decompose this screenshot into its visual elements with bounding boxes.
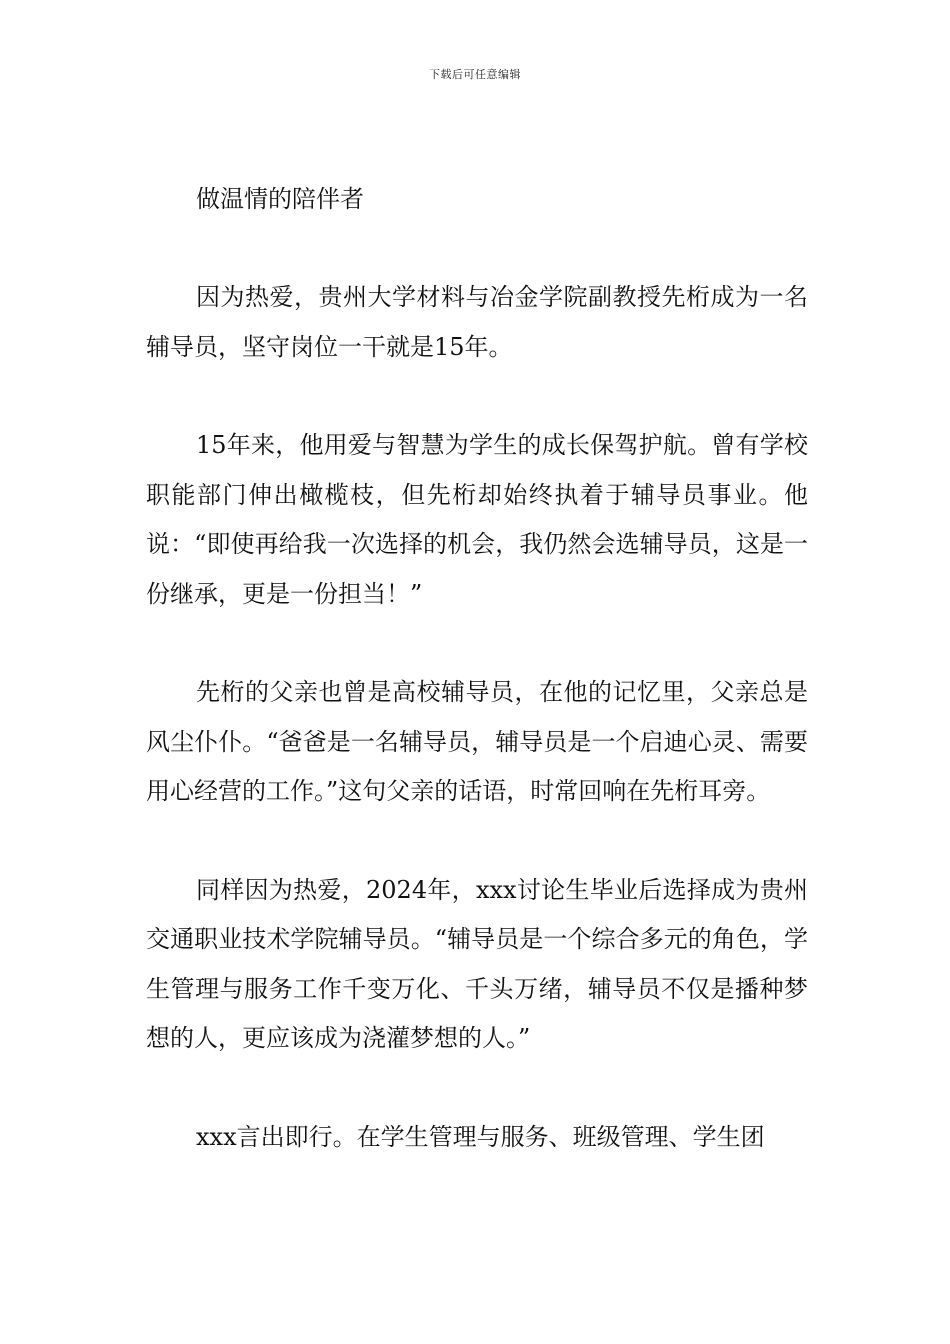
paragraph-1: 因为热爱，贵州大学材料与冶金学院副教授先桁成为一名辅导员，坚守岗位一干就是15年。 xyxy=(146,283,808,361)
paragraph-4: 同样因为热爱，2024年，xxx讨论生毕业后选择成为贵州交通职业技术学院辅导员。“辅导员是一个综合多元的角色，学生管理与服务工作千变万化、千头万绪，辅导员不仅是播种梦想的人，更应该成为浇灌梦想的人。” xyxy=(146,875,808,1052)
paragraph-2: 15年来，他用爱与智慧为学生的成长保驾护航。曾有学校职能部门伸出橄榄枝，但先桁却始终执着于辅导员事业。他说：“即使再给我一次选择的机会，我仍然会选辅导员，这是一份继承，更是一份担当！” xyxy=(146,431,808,608)
paragraph-5: xxx言出即行。在学生管理与服务、班级管理、学生团 xyxy=(196,1122,765,1151)
header-note: 下载后可任意编辑 xyxy=(429,68,521,81)
document-title: 做温情的陪伴者 xyxy=(196,185,364,213)
document-body xyxy=(146,176,808,1162)
paragraph-3: 先桁的父亲也曾是高校辅导员，在他的记忆里，父亲总是风尘仆仆。“爸爸是一名辅导员，辅导员是一个启迪心灵、需要用心经营的工作。”这句父亲的话语，时常回响在先桁耳旁。 xyxy=(146,678,808,805)
